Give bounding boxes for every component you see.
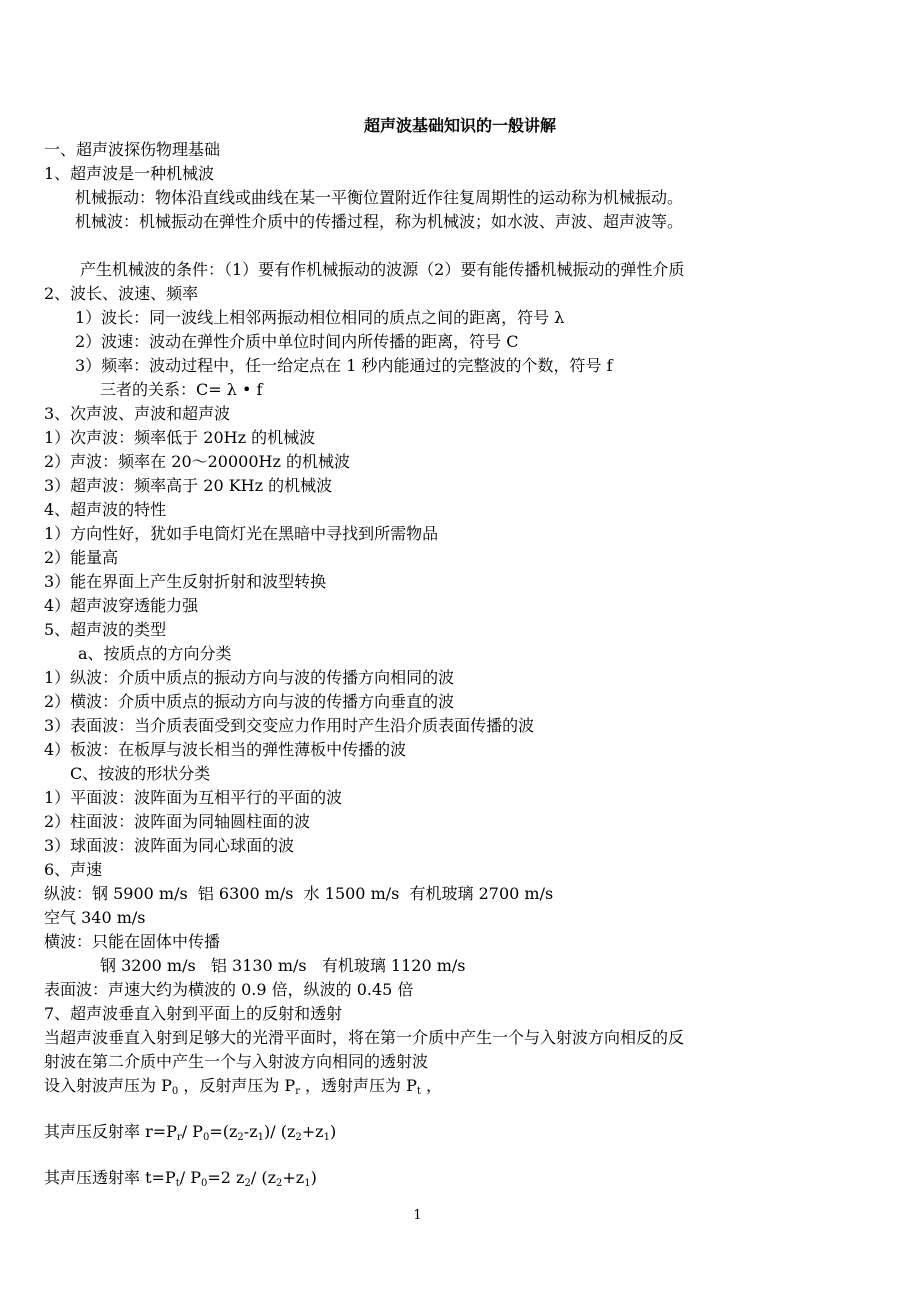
list-item: 1）次声波：频率低于 20Hz 的机械波 [44,428,316,447]
list-item: 1）平面波：波阵面为互相平行的平面的波 [44,788,343,807]
paragraph-line: 纵波：钢 5900 m/s 铝 6300 m/s 水 1500 m/s 有机玻璃 2700 m/s [44,884,554,903]
pressure-definition-line: 设入射波声压为 $P_0$ ，反射声压为 $P_r$ ，透射声压为 $P_t$ ， [44,1076,443,1097]
reflection-formula: 其声压反射率 $r=P_r/$ $P_0=(z_2-z_1)/$ $(z_2+z_1)$ [44,1122,337,1143]
page-title: 超声波基础知识的一般讲解 [363,116,556,135]
paragraph-line: 钢 3200 m/s 铝 3130 m/s 有机玻璃 1120 m/s [100,956,466,975]
list-item: 3）频率：波动过程中，任一给定点在 1 秒内能通过的完整波的个数，符号 f [75,356,613,375]
paragraph-line: 产生机械波的条件：（1）要有作机械振动的波源（2）要有能传播机械振动的弹性介质 [80,260,685,279]
subsection-heading: 4、超声波的特性 [44,500,167,519]
list-item: 3）球面波：波阵面为同心球面的波 [44,836,295,855]
list-item: 2）波速：波动在弹性介质中单位时间内所传播的距离，符号 C [75,332,519,351]
list-item: 1）纵波：介质中质点的振动方向与波的传播方向相同的波 [44,668,455,687]
list-item: 2）能量高 [44,548,119,567]
category-heading: a、按质点的方向分类 [78,644,232,663]
paragraph-line: 三者的关系：C= λ • f [100,380,263,399]
subsection-heading: 2、波长、波速、频率 [44,284,199,303]
list-item: 2）声波：频率在 20～20000Hz 的机械波 [44,452,350,471]
list-item: 3）能在界面上产生反射折射和波型转换 [44,572,327,591]
paragraph-line: 当超声波垂直入射到足够大的光滑平面时，将在第一介质中产生一个与入射波方向相反的反 [44,1028,685,1047]
paragraph-line: 射波在第二介质中产生一个与入射波方向相同的透射波 [44,1052,429,1071]
category-heading: C、按波的形状分类 [70,764,211,783]
paragraph-line: 机械振动：物体沿直线或曲线在某一平衡位置附近作往复周期性的运动称为机械振动。 [75,188,684,207]
section-heading: 一、超声波探伤物理基础 [44,140,221,159]
list-item: 3）超声波：频率高于 20 KHz 的机械波 [44,476,333,495]
subsection-heading: 6、声速 [44,860,103,879]
paragraph-line: 表面波：声速大约为横波的 0.9 倍，纵波的 0.45 倍 [44,980,414,999]
subsection-heading: 5、超声波的类型 [44,620,167,639]
page-number: 1 [413,1208,422,1223]
transmission-formula: 其声压透射率 $t=P_t/$ $P_0=2$ $z_2/$ $(z_2+z_1)$ [44,1168,317,1189]
paragraph-line: 横波：只能在固体中传播 [44,932,221,951]
list-item: 1）波长：同一波线上相邻两振动相位相同的质点之间的距离，符号 λ [75,308,565,327]
list-item: 3）表面波：当介质表面受到交变应力作用时产生沿介质表面传播的波 [44,716,535,735]
subsection-heading: 1、超声波是一种机械波 [44,164,215,183]
list-item: 2）柱面波：波阵面为同轴圆柱面的波 [44,812,311,831]
subsection-heading: 7、超声波垂直入射到平面上的反射和透射 [44,1004,343,1023]
list-item: 4）超声波穿透能力强 [44,596,199,615]
list-item: 1）方向性好，犹如手电筒灯光在黑暗中寻找到所需物品 [44,524,439,543]
paragraph-line: 机械波：机械振动在弹性介质中的传播过程，称为机械波；如水波、声波、超声波等。 [75,212,684,231]
subsection-heading: 3、次声波、声波和超声波 [44,404,231,423]
list-item: 4）板波：在板厚与波长相当的弹性薄板中传播的波 [44,740,407,759]
list-item: 2）横波：介质中质点的振动方向与波的传播方向垂直的波 [44,692,455,711]
paragraph-line: 空气 340 m/s [44,908,146,927]
